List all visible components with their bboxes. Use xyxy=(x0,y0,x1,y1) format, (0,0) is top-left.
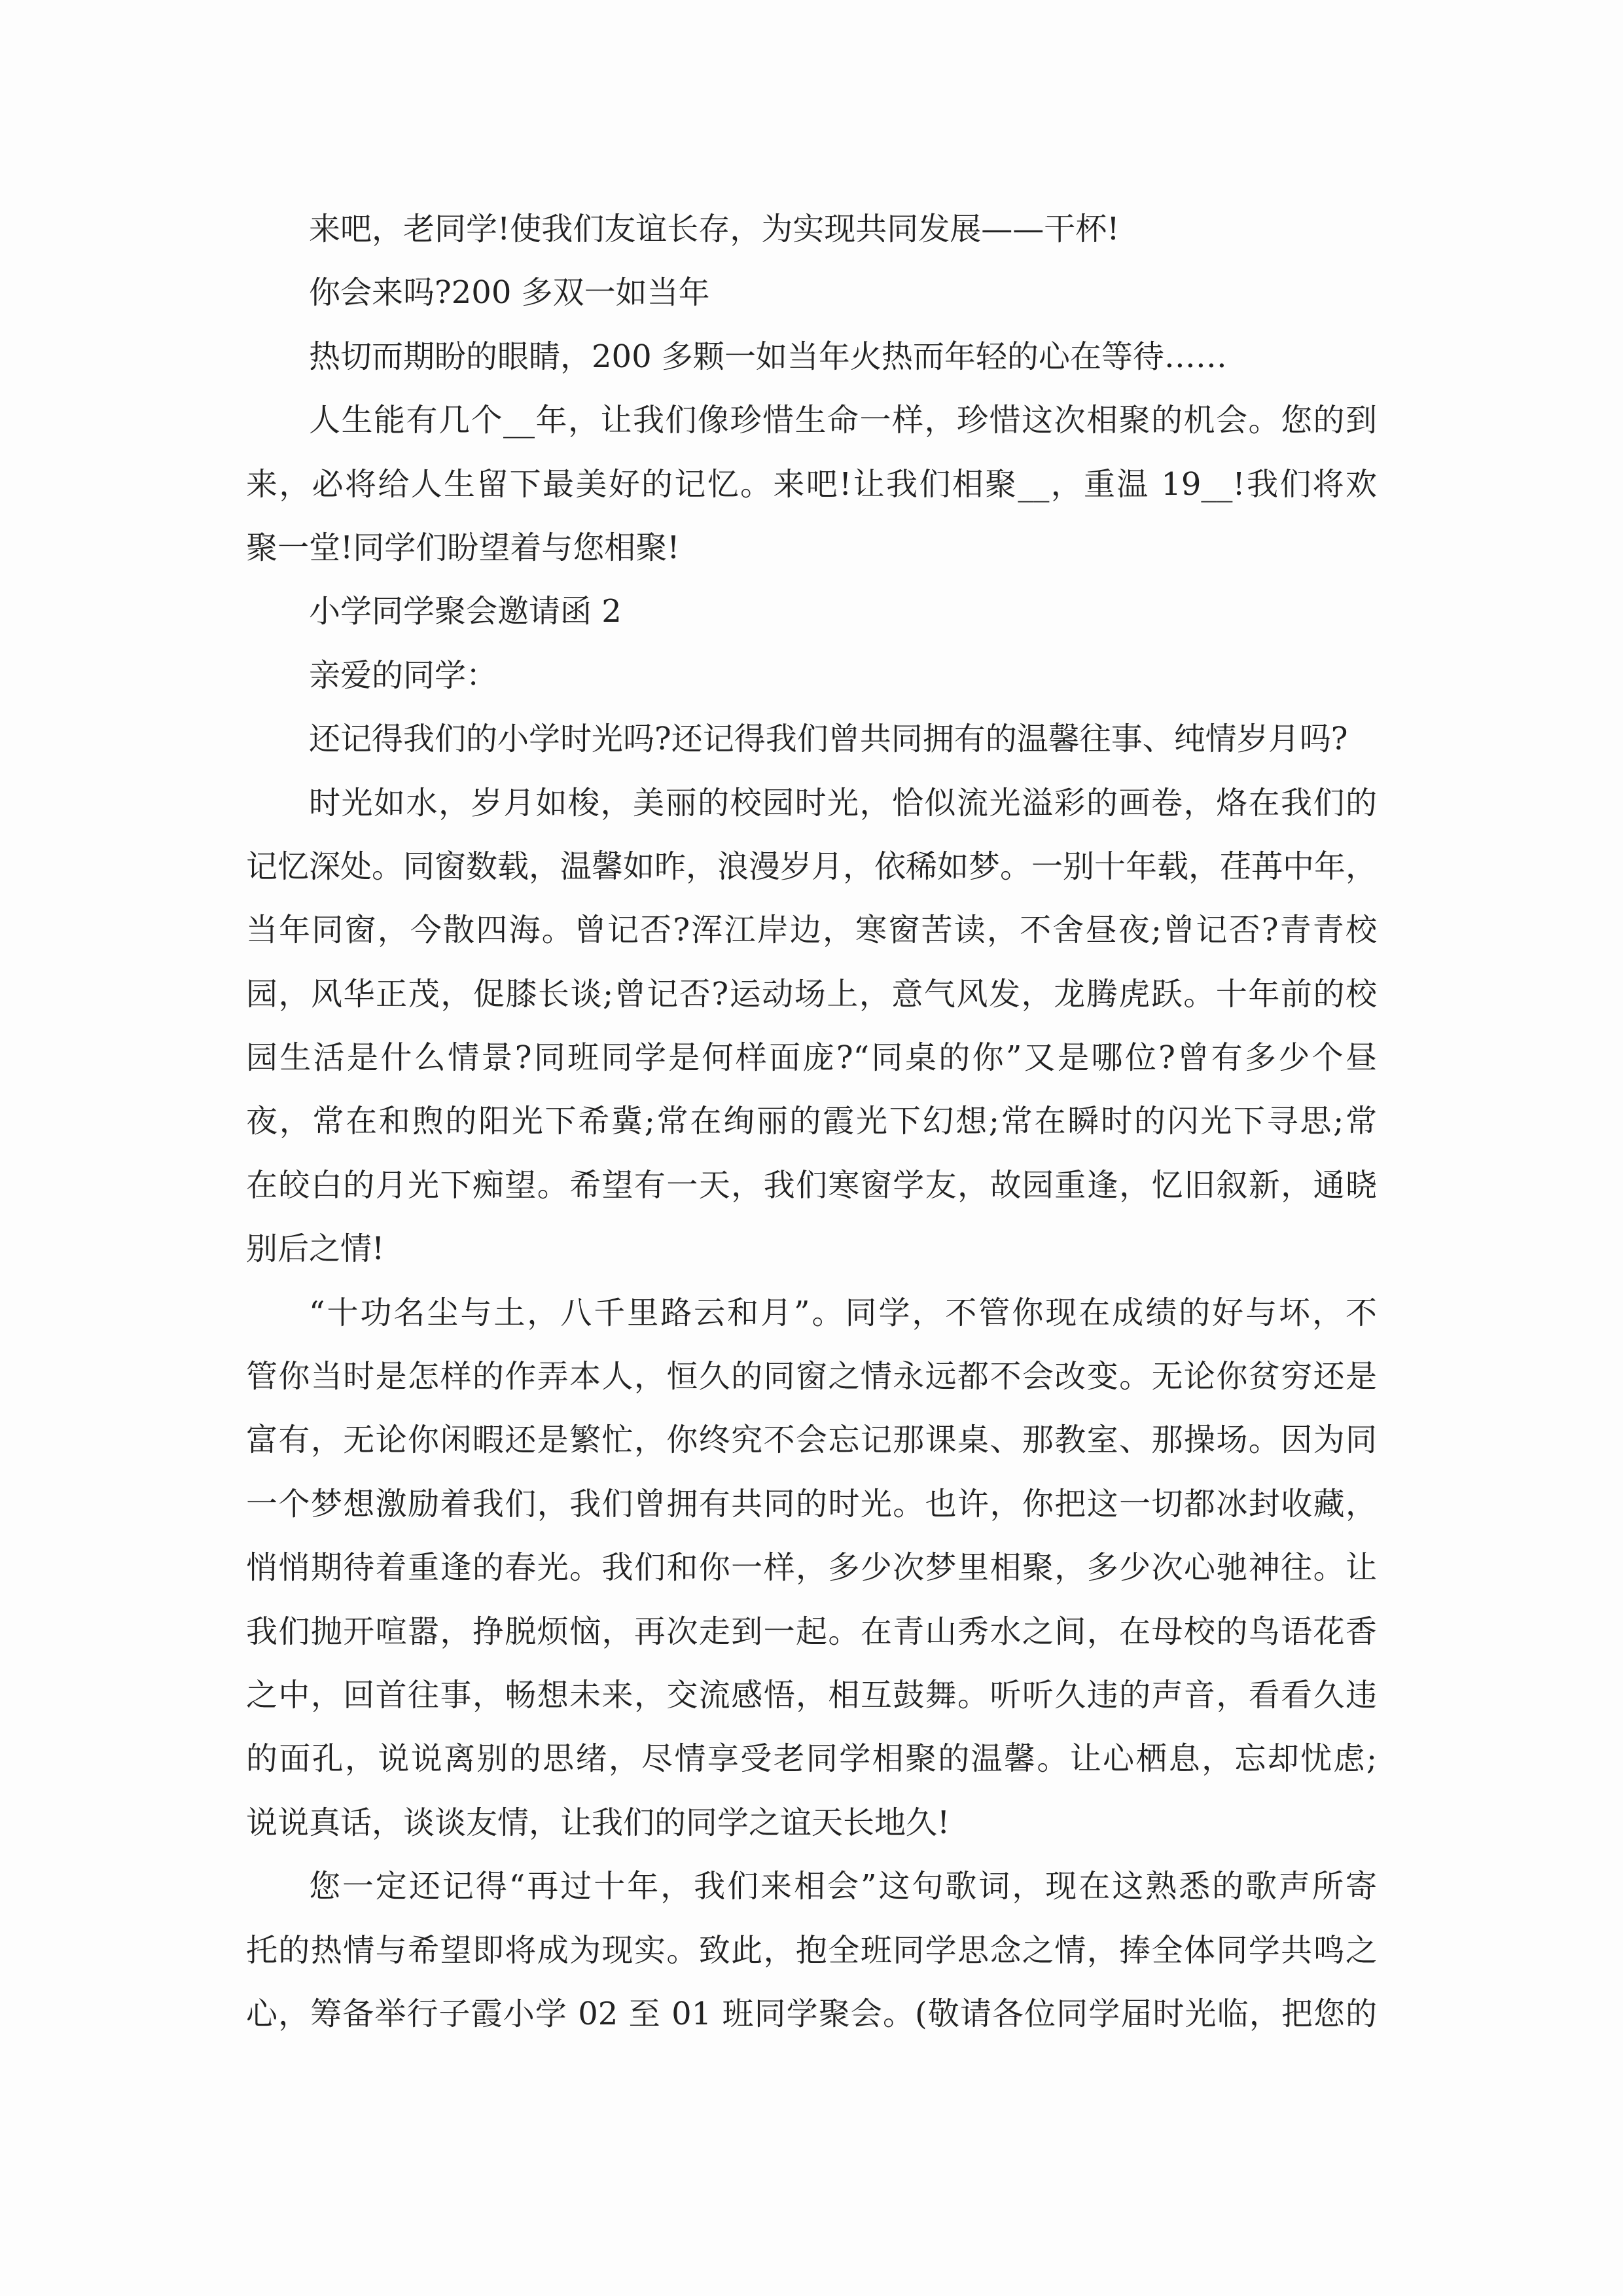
text-line: 还记得我们的小学时光吗?还记得我们曾共同拥有的温馨往事、纯情岁月吗? xyxy=(309,721,1348,758)
paragraph xyxy=(246,389,1377,580)
text-line: 您一定还记得“再过十年，我们来相会”这句歌词，现在这熟悉的歌声所寄 xyxy=(309,1868,1377,1905)
text-line: 托的热情与希望即将成为现实。致此，抱全班同学思念之情，捧全体同学共鸣之 xyxy=(246,1931,1377,1969)
section-title xyxy=(246,580,1377,643)
text-line: 热切而期盼的眼睛，200 多颗一如当年火热而年轻的心在等待…… xyxy=(309,338,1227,375)
text-line: 当年同窗，今散四海。曾记否?浑江岸边，寒窗苦读，不舍昼夜;曾记否?青青校 xyxy=(246,912,1377,949)
text-line: 心，筹备举行子霞小学 02 至 01 班同学聚会。(敬请各位同学届时光临，把您的 xyxy=(246,1995,1377,2032)
text-line: 我们抛开喧嚣，挣脱烦恼，再次走到一起。在青山秀水之间，在母校的鸟语花香 xyxy=(246,1613,1377,1650)
salutation xyxy=(246,644,1377,708)
text-line: 之中，回首往事，畅想未来，交流感悟，相互鼓舞。听听久违的声音，看看久违 xyxy=(246,1676,1377,1713)
text-line: 人生能有几个__年，让我们像珍惜生命一样，珍惜这次相聚的机会。您的到 xyxy=(309,402,1377,439)
text-line: 富有，无论你闲暇还是繁忙，你终究不会忘记那课桌、那教室、那操场。因为同 xyxy=(246,1422,1377,1459)
paragraph xyxy=(246,325,1377,389)
text-line: 别后之情! xyxy=(246,1230,385,1268)
text-line: 的面孔，说说离别的思绪，尽情享受老同学相聚的温馨。让心栖息，忘却忧虑; xyxy=(246,1740,1377,1778)
text-line: 管你当时是怎样的作弄本人，恒久的同窗之情永远都不会改变。无论你贫穷还是 xyxy=(246,1358,1377,1395)
paragraph xyxy=(246,198,1377,261)
text-line: 夜，常在和煦的阳光下希冀;常在绚丽的霞光下幻想;常在瞬时的闪光下寻思;常 xyxy=(246,1103,1377,1140)
text-line: 亲爱的同学： xyxy=(309,656,498,694)
text-line: 说说真话，谈谈友情，让我们的同学之谊天长地久! xyxy=(246,1804,950,1841)
text-line: 一个梦想激励着我们，我们曾拥有共同的时光。也许，你把这一切都冰封收藏， xyxy=(246,1485,1377,1522)
text-line: 园，风华正茂，促膝长谈;曾记否?运动场上，意气风发，龙腾虎跃。十年前的校 xyxy=(246,975,1377,1013)
text-line: 时光如水，岁月如梭，美丽的校园时光，恰似流光溢彩的画卷，烙在我们的 xyxy=(309,784,1377,821)
paragraph xyxy=(246,1855,1377,2046)
text-line: 记忆深处。同窗数载，温馨如昨，浪漫岁月，依稀如梦。一别十年载，荏苒中年， xyxy=(246,848,1378,885)
text-line: 在皎白的月光下痴望。希望有一天，我们寒窗学友，故园重逢，忆旧叙新，通晓 xyxy=(246,1166,1377,1204)
text-line: 聚一堂!同学们盼望着与您相聚! xyxy=(246,529,680,566)
text-line: 来吧，老同学!使我们友谊长存，为实现共同发展——干杯! xyxy=(309,211,1120,247)
text-line: 小学同学聚会邀请函 2 xyxy=(309,593,622,630)
paragraph xyxy=(246,1282,1377,1856)
text-line: 悄悄期待着重逢的春光。我们和你一样，多少次梦里相聚，多少次心驰神往。让 xyxy=(246,1549,1377,1587)
paragraph xyxy=(246,261,1377,325)
document-body xyxy=(246,198,1377,2046)
text-line: 你会来吗?200 多双一如当年 xyxy=(309,274,710,312)
paragraph xyxy=(246,708,1377,771)
text-line: 园生活是什么情景?同班同学是何样面庞?“同桌的你”又是哪位?曾有多少个昼 xyxy=(246,1039,1377,1077)
text-line: “十功名尘与土，八千里路云和月”。同学，不管你现在成绩的好与坏，不 xyxy=(309,1294,1377,1331)
paragraph xyxy=(246,772,1377,1282)
text-line: 来，必将给人生留下最美好的记忆。来吧!让我们相聚__，重温 19__!我们将欢 xyxy=(246,465,1377,503)
